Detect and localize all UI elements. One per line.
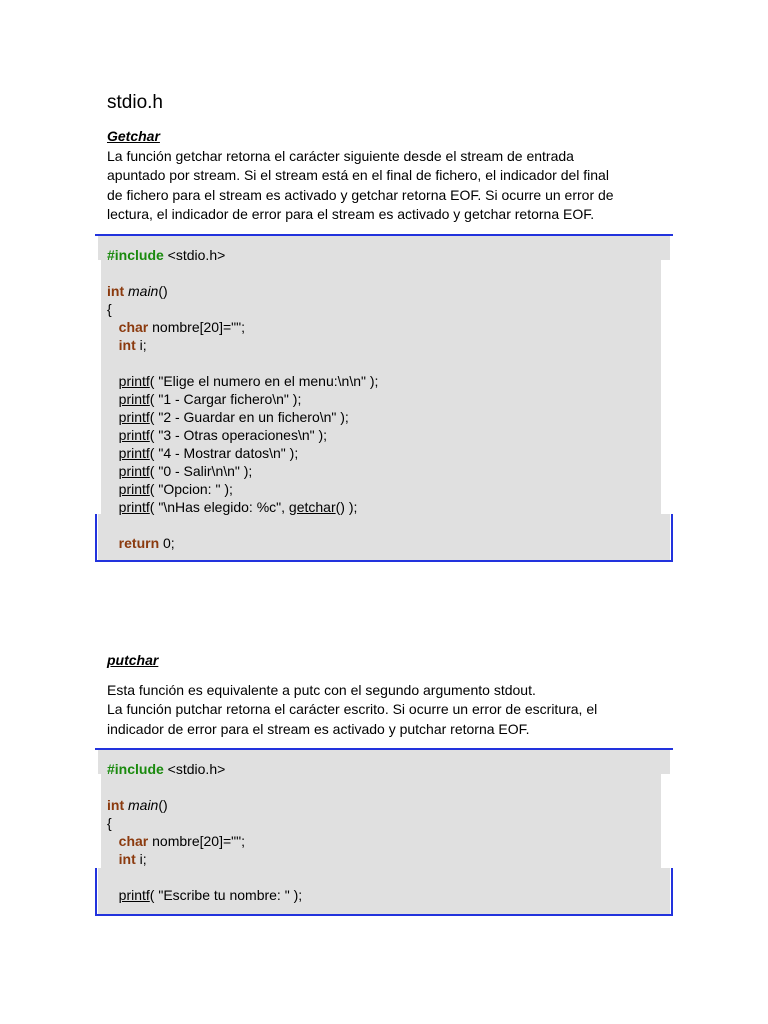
code-line-blank xyxy=(107,516,661,534)
code-line: { xyxy=(107,301,112,317)
box-border-left xyxy=(95,868,97,916)
putchar-code-area xyxy=(98,750,670,914)
code-line-blank xyxy=(107,868,661,886)
code-line xyxy=(107,498,661,516)
printf-call: printf xyxy=(118,391,150,407)
printf-arguments: ( "0 - Salir\n\n" ); xyxy=(149,463,253,479)
code-line xyxy=(107,462,661,480)
include-argument: <stdio.h> xyxy=(163,247,226,263)
putchar-code-box xyxy=(95,748,673,916)
include-keyword: #include xyxy=(107,761,164,777)
return-value: 0; xyxy=(159,535,175,551)
code-line xyxy=(107,850,661,868)
box-border-right xyxy=(671,868,673,916)
printf-call: printf xyxy=(118,887,150,903)
code-line xyxy=(107,534,661,552)
getchar-call: getchar xyxy=(288,499,336,515)
printf-arguments: ( "3 - Otras operaciones\n" ); xyxy=(149,427,328,443)
main-parens: () xyxy=(158,797,168,813)
code-line xyxy=(107,796,661,814)
box-border-top xyxy=(95,234,673,236)
printf-arguments: ( "\nHas elegido: %c", xyxy=(149,499,289,515)
box-gap-left xyxy=(98,260,101,514)
printf-call: printf xyxy=(118,463,150,479)
printf-call: printf xyxy=(118,481,150,497)
printf-call: printf xyxy=(118,499,150,515)
int-keyword: int xyxy=(107,797,125,813)
main-function: main xyxy=(128,797,159,813)
char-declaration: nombre[20]=""; xyxy=(148,833,245,849)
code-line xyxy=(107,444,661,462)
box-border-right xyxy=(671,514,673,562)
int-keyword: int xyxy=(118,337,136,353)
getchar-description-line-3: de fichero para el stream es activado y getchar retorna EOF. Si ocurre un error de xyxy=(107,186,614,203)
printf-tail: () ); xyxy=(335,499,358,515)
code-line xyxy=(107,480,661,498)
code-line xyxy=(107,886,661,904)
code-line-blank xyxy=(107,264,661,282)
int-declaration: i; xyxy=(135,337,147,353)
int-declaration: i; xyxy=(135,851,147,867)
printf-arguments: ( "4 - Mostrar datos\n" ); xyxy=(149,445,299,461)
putchar-description-line-2: La función putchar retorna el carácter escrito. Si ocurre un error de escritura, el xyxy=(107,701,598,718)
box-gap-right xyxy=(661,260,670,514)
box-gap-right xyxy=(661,774,670,868)
printf-arguments: ( "Opcion: " ); xyxy=(149,481,233,497)
main-parens: () xyxy=(158,283,168,299)
getchar-description xyxy=(107,147,660,224)
code-line xyxy=(107,318,661,336)
main-function: main xyxy=(128,283,159,299)
code-line xyxy=(107,336,661,354)
code-line xyxy=(107,832,661,850)
getchar-heading: Getchar xyxy=(107,128,160,144)
code-line: { xyxy=(107,815,112,831)
code-line xyxy=(107,426,661,444)
printf-call: printf xyxy=(118,409,150,425)
page-title: stdio.h xyxy=(107,92,163,113)
getchar-description-line-2: apuntado por stream. Si el stream está en el final de fichero, el indicador del final xyxy=(107,167,609,184)
box-border-bottom xyxy=(95,914,673,916)
printf-call: printf xyxy=(118,427,150,443)
putchar-description-line-3: indicador de error para el stream es activado y putchar retorna EOF. xyxy=(107,720,530,737)
printf-call: printf xyxy=(118,445,150,461)
int-keyword: int xyxy=(118,851,136,867)
include-keyword: #include xyxy=(107,247,164,263)
putchar-description-line-1: Esta función es equivalente a putc con el segundo argumento stdout. xyxy=(107,682,536,698)
getchar-description-line-1: La función getchar retorna el carácter siguiente desde el stream de entrada xyxy=(107,148,574,164)
printf-call: printf xyxy=(118,373,150,389)
box-border-top xyxy=(95,748,673,750)
box-border-left xyxy=(95,514,97,562)
char-keyword: char xyxy=(118,833,149,849)
printf-arguments: ( "Escribe tu nombre: " ); xyxy=(149,887,303,903)
printf-arguments: ( "1 - Cargar fichero\n" ); xyxy=(149,391,302,407)
code-line xyxy=(107,390,661,408)
printf-arguments: ( "2 - Guardar en un fichero\n" ); xyxy=(149,409,349,425)
char-keyword: char xyxy=(118,319,149,335)
int-keyword: int xyxy=(107,283,125,299)
code-line xyxy=(107,246,661,264)
code-line xyxy=(107,372,661,390)
putchar-heading: putchar xyxy=(107,652,159,668)
box-border-bottom xyxy=(95,560,673,562)
code-line-blank xyxy=(107,354,661,372)
char-declaration: nombre[20]=""; xyxy=(148,319,245,335)
include-argument: <stdio.h> xyxy=(163,761,226,777)
getchar-code-area xyxy=(98,236,670,560)
getchar-description-line-4: lectura, el indicador de error para el stream es activado y getchar retorna EOF. xyxy=(107,205,595,222)
code-line xyxy=(107,760,661,778)
code-line-blank xyxy=(107,778,661,796)
code-line xyxy=(107,408,661,426)
putchar-description xyxy=(107,681,660,739)
printf-arguments: ( "Elige el numero en el menu:\n\n" ); xyxy=(149,373,379,389)
code-line xyxy=(107,282,661,300)
getchar-code-box xyxy=(95,234,673,562)
box-gap-left xyxy=(98,774,101,868)
return-keyword: return xyxy=(118,535,160,551)
